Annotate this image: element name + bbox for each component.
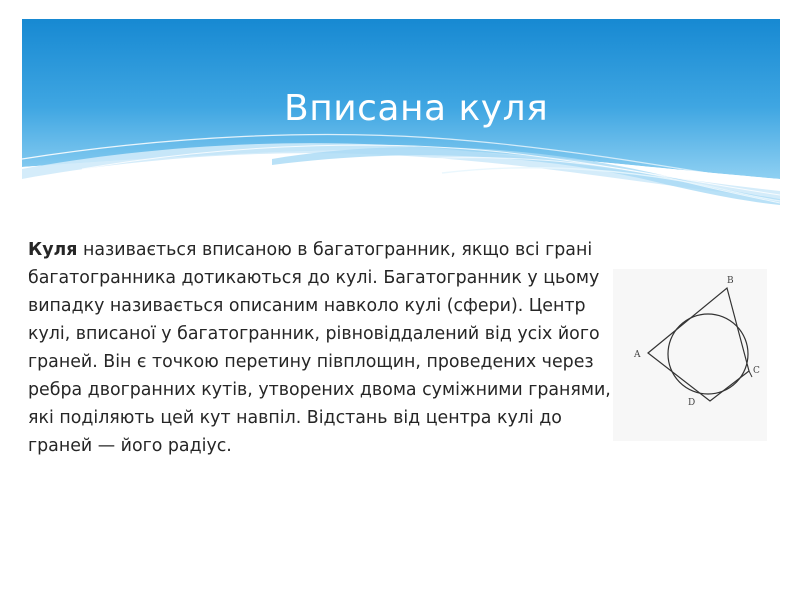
figure-drawing — [613, 269, 767, 441]
label-c: C — [753, 366, 760, 376]
label-b: B — [727, 276, 734, 286]
title-banner — [22, 19, 780, 219]
label-d: D — [688, 398, 696, 408]
definition-text: називається вписаною в багатогранник, якщо всі грані багатогранника дотикаються до кулі. Багатогранник у цьому випадку називається описаним навколо кулі (сфери). Центр кулі, вписаної у багатогранник, рівновіддалений від усіх його граней. Він є точкою перетину півплощин, проведених через ребра двогранних кутів, утворених двома суміжними гранями, які поділяють цей кут навпіл. Відстань від центра кулі до граней — його радіус. — [28, 240, 611, 456]
definition-paragraph — [28, 236, 618, 460]
label-a: A — [634, 350, 641, 360]
defined-term: Куля — [28, 240, 78, 260]
inscribed-sphere-figure — [613, 269, 767, 441]
slide-title: Вписана куля — [284, 88, 549, 129]
